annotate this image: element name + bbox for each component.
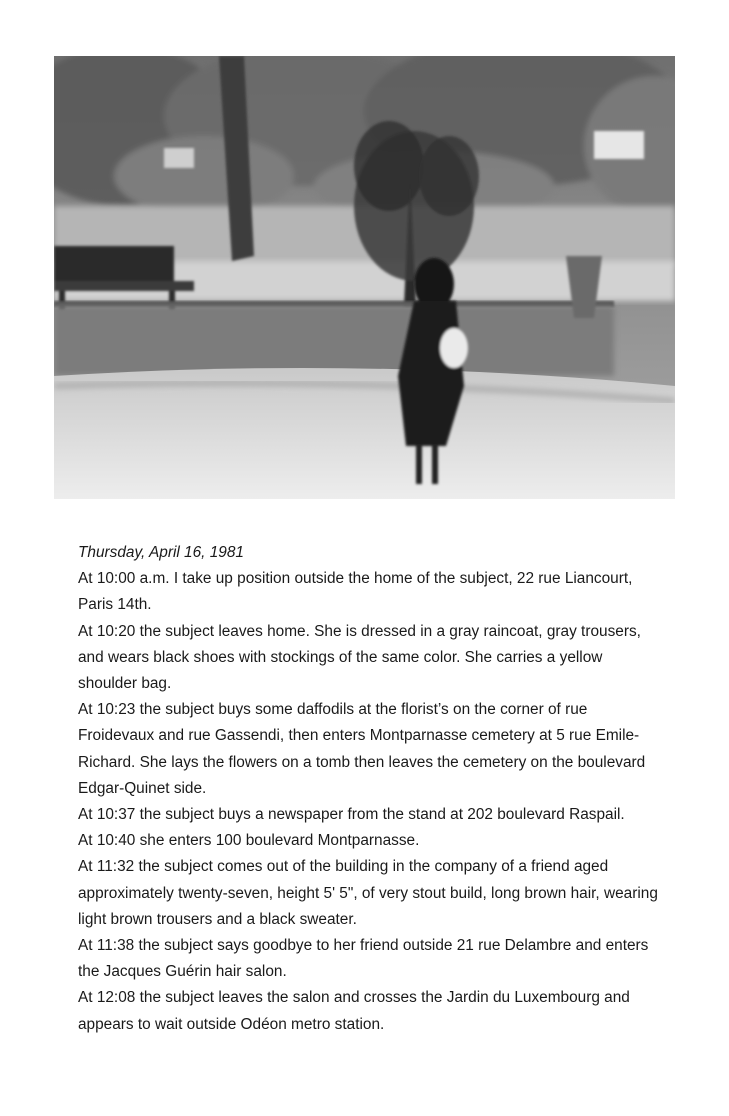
- photograph-woman-walking-in-park-icon: [54, 56, 675, 499]
- log-entry: At 10:37 the subject buys a newspaper from the stand at 202 boulevard Raspail.: [78, 806, 625, 824]
- log-entry: At 11:32 the subject comes out of the building in the company of a friend aged approximately twenty-seven, height 5' 5", of very stout build, long brown hair, wearing light brown trousers and a black sweater.: [78, 858, 658, 928]
- surveillance-log: [78, 540, 658, 1038]
- log-entry: At 10:40 she enters 100 boulevard Montparnasse.: [78, 832, 420, 850]
- log-entry: At 10:00 a.m. I take up position outside the home of the subject, 22 rue Liancourt, Paris 14th.: [78, 570, 633, 614]
- log-date: Thursday, April 16, 1981: [78, 544, 244, 561]
- log-entry: At 10:23 the subject buys some daffodils at the florist’s on the corner of rue Froidevaux and rue Gassendi, then enters Montparnasse cemetery at 5 rue Emile-Richard. She lays the flowers on a tomb then leaves the cemetery on the boulevard Edgar-Quinet side.: [78, 701, 646, 797]
- log-entry: At 11:38 the subject says goodbye to her friend outside 21 rue Delambre and enters the Jacques Guérin hair salon.: [78, 937, 649, 981]
- log-entry: At 10:20 the subject leaves home. She is dressed in a gray raincoat, gray trousers, and wears black shoes with stockings of the same color. She carries a yellow shoulder bag.: [78, 622, 641, 693]
- log-entry: At 12:08 the subject leaves the salon and crosses the Jardin du Luxembourg and appears to wait outside Odéon metro station.: [78, 989, 630, 1033]
- park-photograph: [54, 56, 675, 499]
